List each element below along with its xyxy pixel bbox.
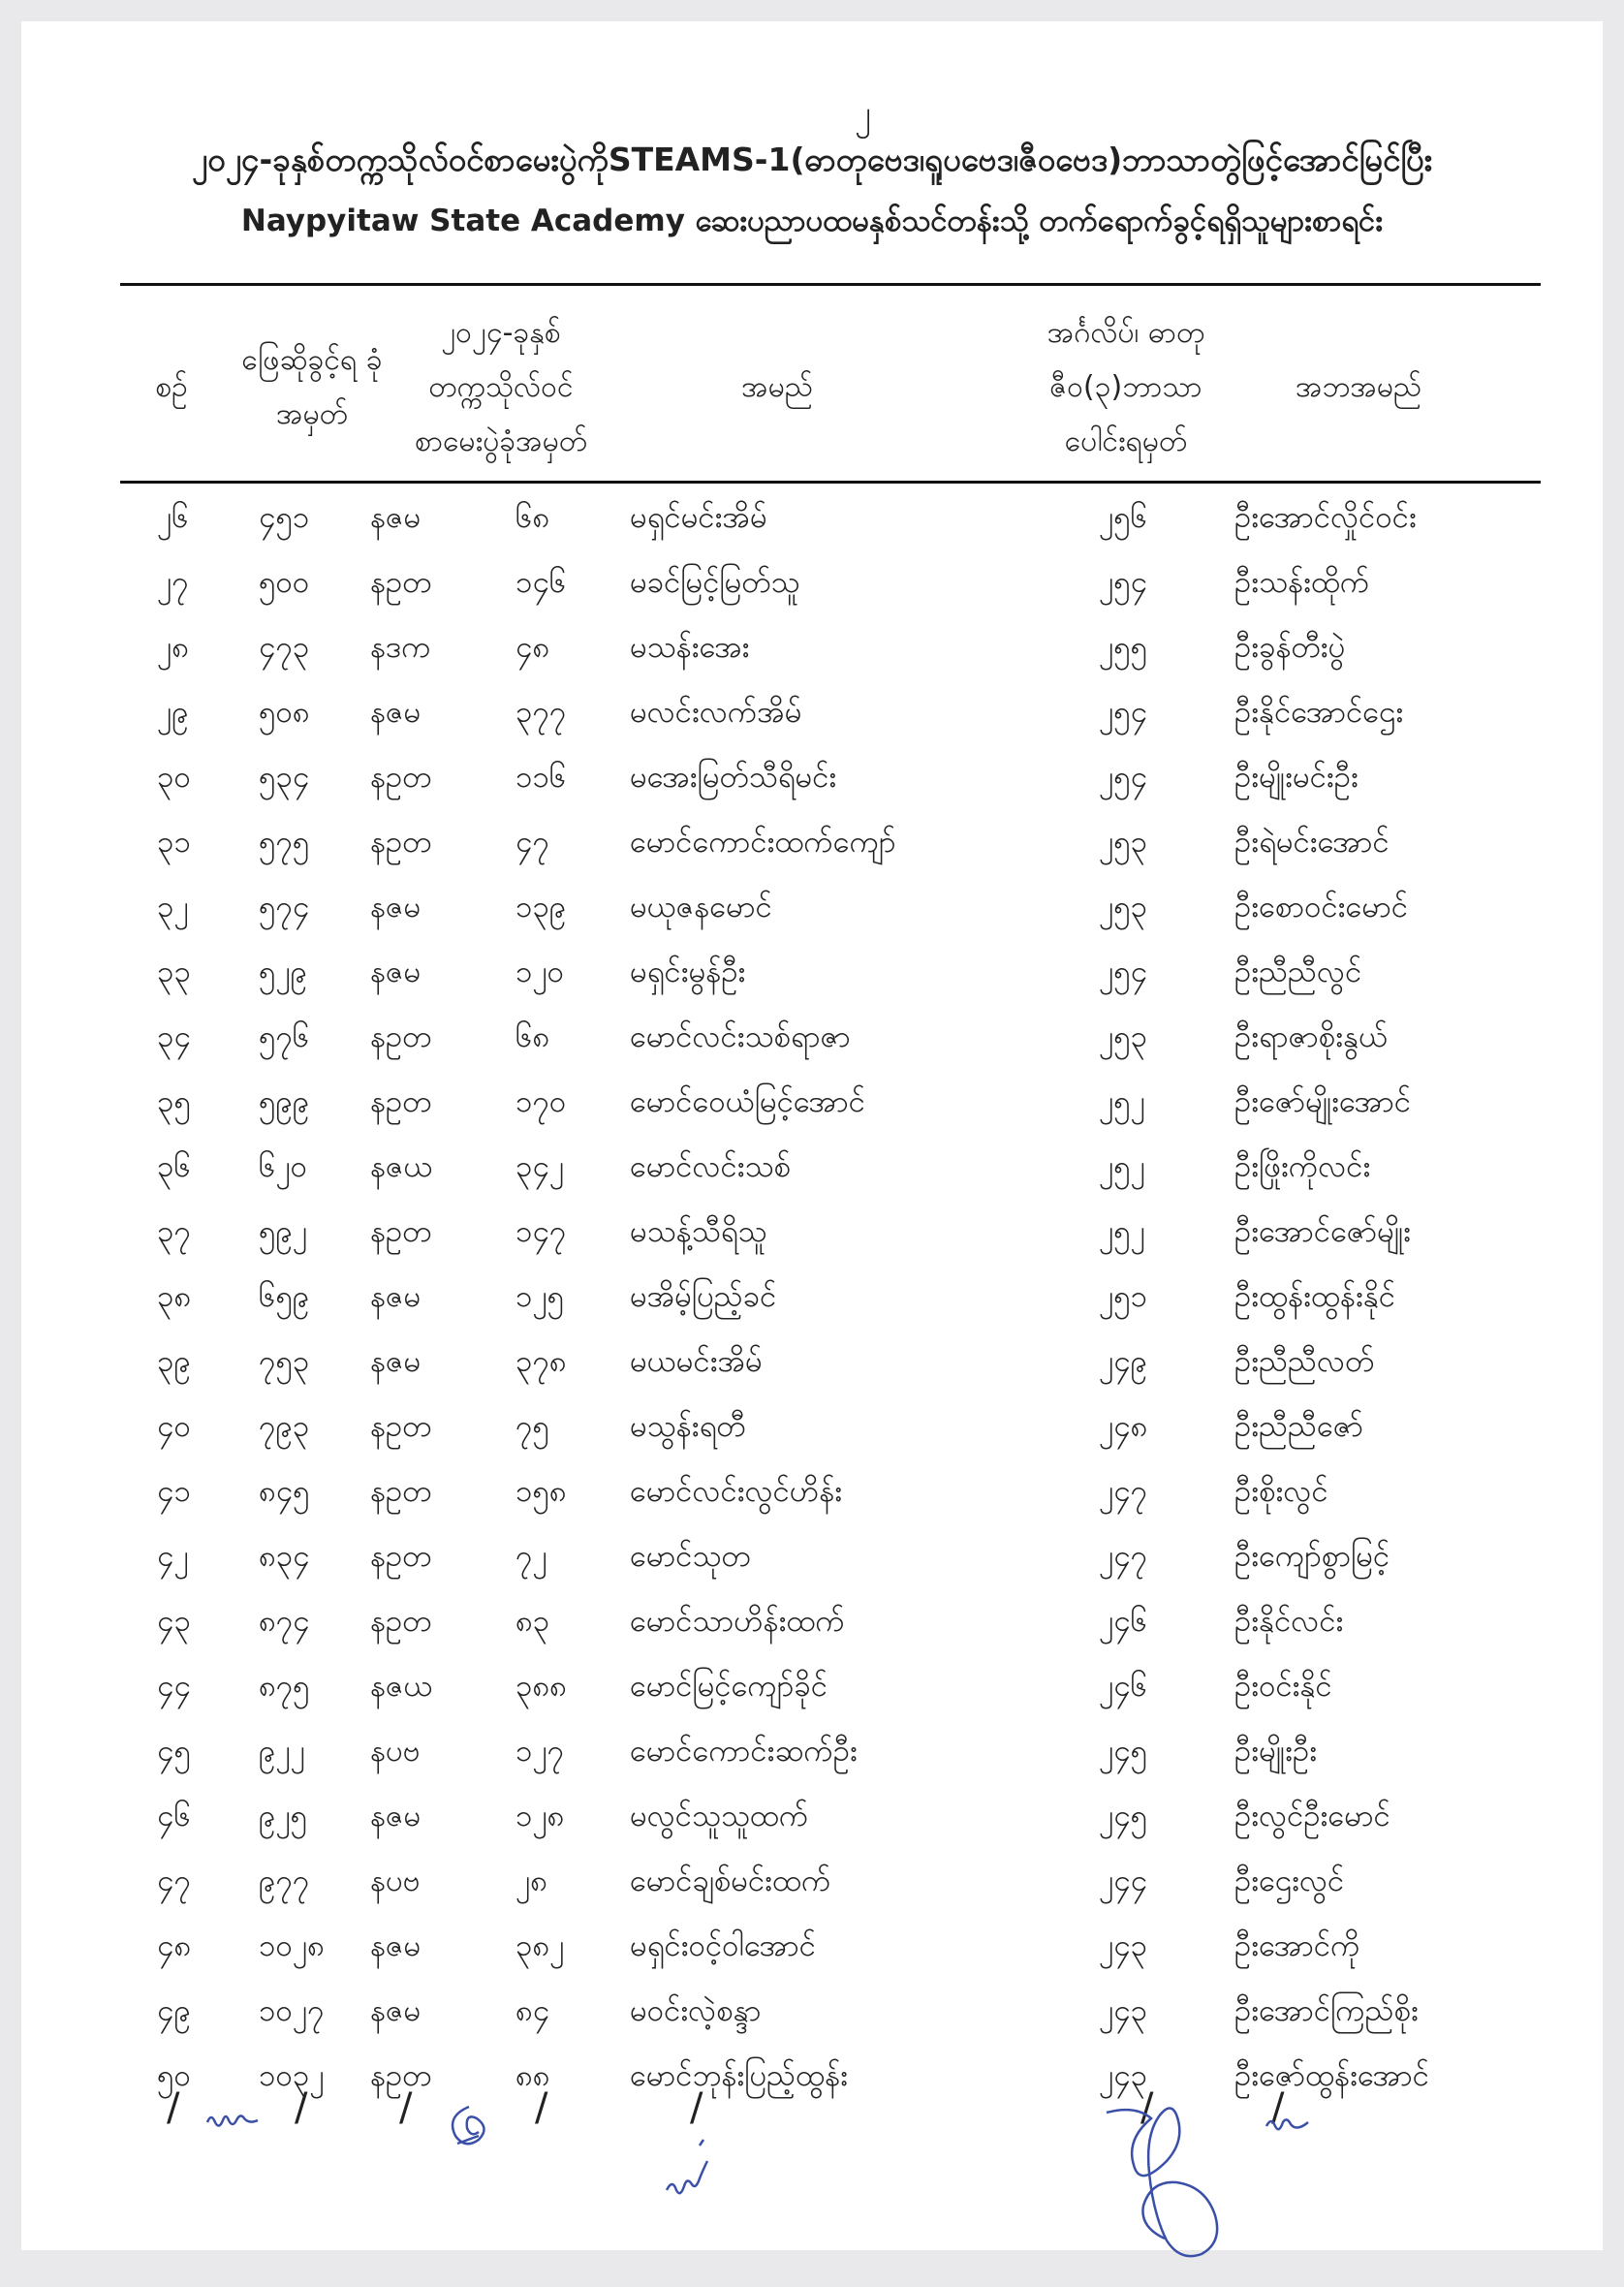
- document-page: [21, 21, 1603, 2250]
- cell-roll: ၁၀၂၈: [259, 1928, 325, 1963]
- cell-roll: ၆၂၀: [259, 1149, 308, 1184]
- cell-score: ၂၄၃: [1099, 1928, 1148, 1963]
- cell-num: ၁၅၈: [515, 1474, 567, 1509]
- header-exam-number: ၂၀၂၄-ခုနှစ် တက္ကသိုလ်ဝင် စာမေးပွဲခုံအမှတ်: [414, 316, 588, 458]
- cell-code: နဇမ: [370, 1279, 422, 1314]
- cell-name: မောင်ကောင်းဆက်ဦး: [630, 1734, 858, 1769]
- cell-roll: ၄၇၃: [259, 630, 310, 665]
- cell-score: ၂၅၂: [1099, 1149, 1145, 1184]
- cell-score: ၂၅၆: [1099, 500, 1148, 535]
- cell-father: ဦးဖြိုးကိုလင်း: [1234, 1149, 1371, 1184]
- header-total-score: အင်္ဂလိပ်၊ ဓာတု ဇီဝ(၃)ဘာသာ ပေါင်းရမှတ်: [1046, 316, 1205, 458]
- cell-num: ၆၈: [515, 500, 550, 535]
- table-row: [21, 1787, 1603, 1852]
- cell-no: ၄၂: [157, 1539, 189, 1574]
- cell-score: ၂၅၄: [1099, 695, 1148, 730]
- cell-name: မလင်းလက်အိမ်: [630, 695, 802, 730]
- slash-mark: /: [399, 2085, 413, 2130]
- cell-no: ၃၀: [157, 760, 191, 795]
- cell-father: ဦးလွင်ဦးမောင်: [1234, 1799, 1390, 1833]
- table-top-rule: [120, 283, 1541, 286]
- cell-code: နဇမ: [370, 1799, 422, 1833]
- cell-father: ဦးရာဇာစိုးနွယ်: [1234, 1019, 1389, 1054]
- handwritten-initial: [440, 2101, 498, 2155]
- cell-num: ၈၄: [515, 1993, 550, 2028]
- table-row: [21, 683, 1603, 748]
- table-row: [21, 1008, 1603, 1073]
- cell-roll: ၅၉၂: [259, 1214, 308, 1249]
- cell-father: ဦးမျိုးမင်းဦး: [1234, 760, 1359, 795]
- cell-name: မရှင်မင်းအိမ်: [630, 500, 767, 535]
- cell-roll: ၉၇၇: [259, 1864, 310, 1898]
- cell-father: ဦးခွန်တီးပွဲ: [1234, 630, 1346, 665]
- cell-no: ၃၄: [157, 1019, 191, 1054]
- header-father-name: အဘအမည်: [1295, 370, 1422, 404]
- cell-code: နဥတ: [370, 2058, 432, 2093]
- cell-name: မအေးမြတ်သီရိမင်း: [630, 760, 837, 795]
- cell-num: ၁၂၇: [515, 1734, 565, 1769]
- cell-name: မရှင်းဝင့်ဝါအောင်: [630, 1928, 816, 1963]
- table-row: [21, 1332, 1603, 1397]
- table-row: [21, 1203, 1603, 1268]
- cell-num: ၇၂: [515, 1539, 547, 1574]
- cell-num: ၆၈: [515, 1019, 550, 1054]
- cell-no: ၃၂: [157, 890, 189, 924]
- handwritten-signature: [1099, 2101, 1225, 2268]
- cell-name: မလွင်သူသူထက်: [630, 1799, 809, 1833]
- handwritten-initial: [1264, 2113, 1312, 2136]
- cell-score: ၂၅၁: [1099, 1279, 1148, 1314]
- cell-code: နပဗ: [370, 1734, 421, 1769]
- cell-score: ၂၅၃: [1099, 890, 1148, 924]
- cell-code: နဥတ: [370, 1604, 432, 1639]
- cell-num: ၁၄၆: [515, 565, 567, 600]
- cell-code: နဥတ: [370, 1474, 432, 1509]
- cell-father: ဦးအောင်လှိုင်ဝင်း: [1234, 500, 1417, 535]
- header-serial-no: စဉ်: [155, 370, 188, 404]
- cell-code: နဥတ: [370, 1084, 432, 1119]
- cell-father: ဦးကျော်စွာမြင့်: [1234, 1539, 1390, 1574]
- cell-roll: ၇၅၃: [259, 1344, 310, 1379]
- handwritten-initial: [661, 2132, 729, 2209]
- cell-no: ၂၇: [157, 565, 189, 600]
- table-row: [21, 1073, 1603, 1138]
- cell-name: မောင်ချစ်မင်းထက်: [630, 1864, 831, 1898]
- table-row: [21, 553, 1603, 618]
- cell-score: ၂၄၆: [1099, 1669, 1148, 1704]
- cell-no: ၄၇: [157, 1864, 191, 1898]
- cell-code: နဇမ: [370, 955, 422, 989]
- table-row: [21, 488, 1603, 553]
- table-row: [21, 1852, 1603, 1917]
- table-row: [21, 1982, 1603, 2047]
- cell-score: ၂၄၃: [1099, 2058, 1148, 2093]
- cell-roll: ၅၇၅: [259, 825, 310, 860]
- cell-father: ဦးညီညီလတ်: [1234, 1344, 1375, 1379]
- cell-roll: ၄၅၁: [259, 500, 310, 535]
- cell-name: မောင်သာဟိန်းထက်: [630, 1604, 845, 1639]
- cell-name: မောင်လင်းသစ်ရာဇာ: [630, 1019, 851, 1054]
- cell-roll: ၅၂၉: [259, 955, 308, 989]
- cell-roll: ၅၉၉: [259, 1084, 310, 1119]
- cell-name: မောင်သုတ: [630, 1539, 751, 1574]
- table-row: [21, 1268, 1603, 1332]
- cell-name: မောင်ဝေယံမြင့်အောင်: [630, 1084, 865, 1119]
- cell-roll: ၉၂၅: [259, 1799, 308, 1833]
- table-header-rule: [120, 481, 1541, 484]
- cell-score: ၂၅၄: [1099, 760, 1148, 795]
- cell-no: ၄၈: [157, 1928, 192, 1963]
- cell-father: ဦးစိုးလွင်: [1234, 1474, 1328, 1509]
- cell-score: ၂၅၃: [1099, 825, 1148, 860]
- cell-num: ၈၈: [515, 2058, 550, 2093]
- cell-no: ၄၄: [157, 1669, 191, 1704]
- cell-no: ၄၉: [157, 1993, 191, 2028]
- cell-code: နဥတ: [370, 1214, 432, 1249]
- cell-no: ၃၃: [157, 955, 191, 989]
- cell-score: ၂၅၃: [1099, 1019, 1148, 1054]
- cell-code: နဇယ: [370, 1669, 433, 1704]
- cell-father: ဦးစောဝင်းမောင်: [1234, 890, 1409, 924]
- cell-no: ၃၇: [157, 1214, 191, 1249]
- document-subtitle: Naypyitaw State Academy ဆေးပညာပထမနှစ်သင်တန်းသို့ တက်ရောက်ခွင့်ရရှိသူများစာရင်း: [240, 204, 1384, 238]
- cell-score: ၂၅၂: [1099, 1214, 1145, 1249]
- cell-score: ၂၅၅: [1099, 630, 1148, 665]
- cell-no: ၂၈: [157, 630, 189, 665]
- cell-code: နဇမ: [370, 1993, 422, 2028]
- cell-code: နဇမ: [370, 890, 422, 924]
- cell-num: ၁၇၀: [515, 1084, 567, 1119]
- cell-no: ၃၁: [157, 825, 191, 860]
- cell-num: ၃၇၇: [515, 695, 567, 730]
- cell-no: ၄၀: [157, 1409, 191, 1444]
- cell-father: ဦးညီညီလွင်: [1234, 955, 1362, 989]
- cell-name: မသန့်သီရိသူ: [630, 1214, 767, 1249]
- table-row: [21, 1527, 1603, 1592]
- cell-father: ဦးရဲမင်းအောင်: [1234, 825, 1390, 860]
- cell-code: နဥတ: [370, 825, 432, 860]
- cell-score: ၂၄၇: [1099, 1539, 1148, 1574]
- cell-score: ၂၄၈: [1099, 1409, 1148, 1444]
- cell-num: ၁၄၇: [515, 1214, 567, 1249]
- cell-roll: ၁၀၃၂: [259, 2058, 325, 2093]
- slash-mark: /: [535, 2085, 548, 2130]
- cell-roll: ၅၀၀: [259, 565, 310, 600]
- cell-father: ဦးမျိုးဦး: [1234, 1734, 1318, 1769]
- cell-father: ဦးဌေးလွင်: [1234, 1864, 1345, 1898]
- cell-score: ၂၅၂: [1099, 1084, 1145, 1119]
- cell-num: ၁၂၅: [515, 1279, 565, 1314]
- handwritten-initial: [203, 2105, 262, 2134]
- header-name: အမည်: [741, 370, 813, 404]
- table-row: [21, 1917, 1603, 1982]
- cell-no: ၃၈: [157, 1279, 192, 1314]
- cell-code: နဥတ: [370, 565, 432, 600]
- cell-father: ဦးသန်းထိုက်: [1234, 565, 1370, 600]
- cell-father: ဦးဇော်ထွန်းအောင်: [1234, 2058, 1429, 2093]
- cell-num: ၃၈၈: [515, 1669, 567, 1704]
- cell-code: နဇမ: [370, 1344, 422, 1379]
- cell-num: ၄၇: [515, 825, 549, 860]
- header-roll-no: ဖြေဆိုခွင့်ရ ခုံအမှတ်: [241, 343, 383, 431]
- cell-num: ၁၂၀: [515, 955, 565, 989]
- cell-num: ၁၁၆: [515, 760, 567, 795]
- cell-father: ဦးနိုင်လင်း: [1234, 1604, 1344, 1639]
- page-number: ၂: [855, 94, 871, 133]
- cell-roll: ၇၉၃: [259, 1409, 310, 1444]
- table-row: [21, 1138, 1603, 1203]
- slash-mark: /: [1140, 2085, 1154, 2130]
- cell-father: ဦးဝင်းနိုင်: [1234, 1669, 1332, 1704]
- cell-name: မယမင်းအိမ်: [630, 1344, 763, 1379]
- cell-score: ၂၅၄: [1099, 955, 1148, 989]
- table-row: [21, 748, 1603, 813]
- cell-no: ၃၉: [157, 1344, 191, 1379]
- cell-num: ၂၈: [515, 1864, 547, 1898]
- table-row: [21, 1462, 1603, 1527]
- cell-code: နပဗ: [370, 1864, 421, 1898]
- cell-roll: ၆၅၉: [259, 1279, 310, 1314]
- cell-code: နဇမ: [370, 1928, 422, 1963]
- cell-code: နဥတ: [370, 760, 432, 795]
- cell-roll: ၅၇၄: [259, 890, 310, 924]
- cell-name: မောင်လင်းလွင်ဟိန်း: [630, 1474, 843, 1509]
- cell-score: ၂၄၃: [1099, 1993, 1148, 2028]
- cell-no: ၃၆: [157, 1149, 191, 1184]
- cell-code: နဇမ: [370, 695, 422, 730]
- cell-roll: ၈၇၄: [259, 1604, 310, 1639]
- table-row: [21, 1722, 1603, 1787]
- slash-mark: /: [167, 2085, 180, 2130]
- cell-score: ၂၄၉: [1099, 1344, 1148, 1379]
- cell-name: မသွန်းရတီ: [630, 1409, 746, 1444]
- cell-roll: ၅၇၆: [259, 1019, 310, 1054]
- cell-code: နဥတ: [370, 1409, 432, 1444]
- cell-no: ၄၆: [157, 1799, 191, 1833]
- cell-name: မရှင်းမွန်ဦး: [630, 955, 746, 989]
- cell-roll: ၈၄၅: [259, 1474, 310, 1509]
- cell-name: မောင်လင်းသစ်: [630, 1149, 792, 1184]
- table-row: [21, 943, 1603, 1008]
- cell-code: နဥတ: [370, 1539, 432, 1574]
- table-row: [21, 878, 1603, 943]
- cell-father: ဦးညီညီဇော်: [1234, 1409, 1364, 1444]
- cell-code: နဥတ: [370, 1019, 432, 1054]
- cell-roll: ၁၀၂၇: [259, 1993, 325, 2028]
- cell-no: ၄၅: [157, 1734, 191, 1769]
- cell-num: ၈၃: [515, 1604, 550, 1639]
- cell-score: ၂၄၅: [1099, 1734, 1148, 1769]
- cell-name: မောင်ဘုန်းပြည့်ထွန်း: [630, 2058, 848, 2093]
- table-row: [21, 1397, 1603, 1462]
- cell-num: ၃၄၂: [515, 1149, 565, 1184]
- cell-name: မောင်ကောင်းထက်ကျော်: [630, 825, 896, 860]
- cell-no: ၂၆: [157, 500, 189, 535]
- cell-score: ၂၄၄: [1099, 1864, 1148, 1898]
- cell-num: ၁၃၉: [515, 890, 567, 924]
- cell-no: ၃၅: [157, 1084, 191, 1119]
- cell-roll: ၈၃၄: [259, 1539, 310, 1574]
- cell-father: ဦးအောင်ကို: [1234, 1928, 1360, 1963]
- cell-code: နဇမ: [370, 500, 422, 535]
- table-row: [21, 813, 1603, 878]
- document-title: ၂၀၂၄-ခုနှစ်တက္ကသိုလ်ဝင်စာမေးပွဲကိုSTEAMS-1(ဓာတုဗေဒ၊ရူပဗေဒ၊ဇီဝဗေဒ)ဘာသာတွဲဖြင့်အောင်မြင်ပြီး: [191, 141, 1433, 178]
- cell-roll: ၉၂၂: [259, 1734, 305, 1769]
- slash-mark: /: [690, 2085, 703, 2130]
- cell-no: ၅၀: [157, 2058, 191, 2093]
- cell-code: နဒက: [370, 630, 431, 665]
- cell-score: ၂၄၆: [1099, 1604, 1148, 1639]
- cell-num: ၄၈: [515, 630, 550, 665]
- cell-roll: ၈၇၅: [259, 1669, 310, 1704]
- cell-name: မခင်မြင့်မြတ်သူ: [630, 565, 800, 600]
- cell-name: မသန်းအေး: [630, 630, 750, 665]
- cell-score: ၂၄၅: [1099, 1799, 1148, 1833]
- cell-num: ၃၈၂: [515, 1928, 565, 1963]
- signature-row: [21, 2074, 1603, 2287]
- cell-num: ၇၅: [515, 1409, 549, 1444]
- cell-father: ဦးအောင်ဇော်မျိုး: [1234, 1214, 1412, 1249]
- cell-father: ဦးထွန်းထွန်းနိုင်: [1234, 1279, 1396, 1314]
- slash-mark: /: [1271, 2085, 1285, 2130]
- cell-roll: ၅၀၈: [259, 695, 310, 730]
- cell-score: ၂၅၄: [1099, 565, 1148, 600]
- cell-father: ဦးအောင်ကြည်စိုး: [1234, 1993, 1419, 2028]
- cell-no: ၄၁: [157, 1474, 191, 1509]
- cell-no: ၄၃: [157, 1604, 191, 1639]
- cell-no: ၂၉: [157, 695, 189, 730]
- cell-name: မယုဇနမောင်: [630, 890, 772, 924]
- cell-name: မအိမ့်ပြည့်ခင်: [630, 1279, 777, 1314]
- cell-name: မဝင်းလဲ့စန္ဒာ: [630, 1993, 762, 2028]
- cell-code: နဇယ: [370, 1149, 433, 1184]
- cell-score: ၂၄၇: [1099, 1474, 1148, 1509]
- cell-father: ဦးဇော်မျိုးအောင်: [1234, 1084, 1412, 1119]
- table-row: [21, 618, 1603, 683]
- cell-name: မောင်မြင့်ကျော်ခိုင်: [630, 1669, 828, 1704]
- cell-num: ၃၇၈: [515, 1344, 567, 1379]
- cell-num: ၁၂၈: [515, 1799, 565, 1833]
- cell-roll: ၅၃၄: [259, 760, 310, 795]
- table-row: [21, 1657, 1603, 1722]
- cell-father: ဦးနိုင်အောင်ဌေး: [1234, 695, 1404, 730]
- table-row: [21, 1592, 1603, 1657]
- slash-mark: /: [295, 2085, 308, 2130]
